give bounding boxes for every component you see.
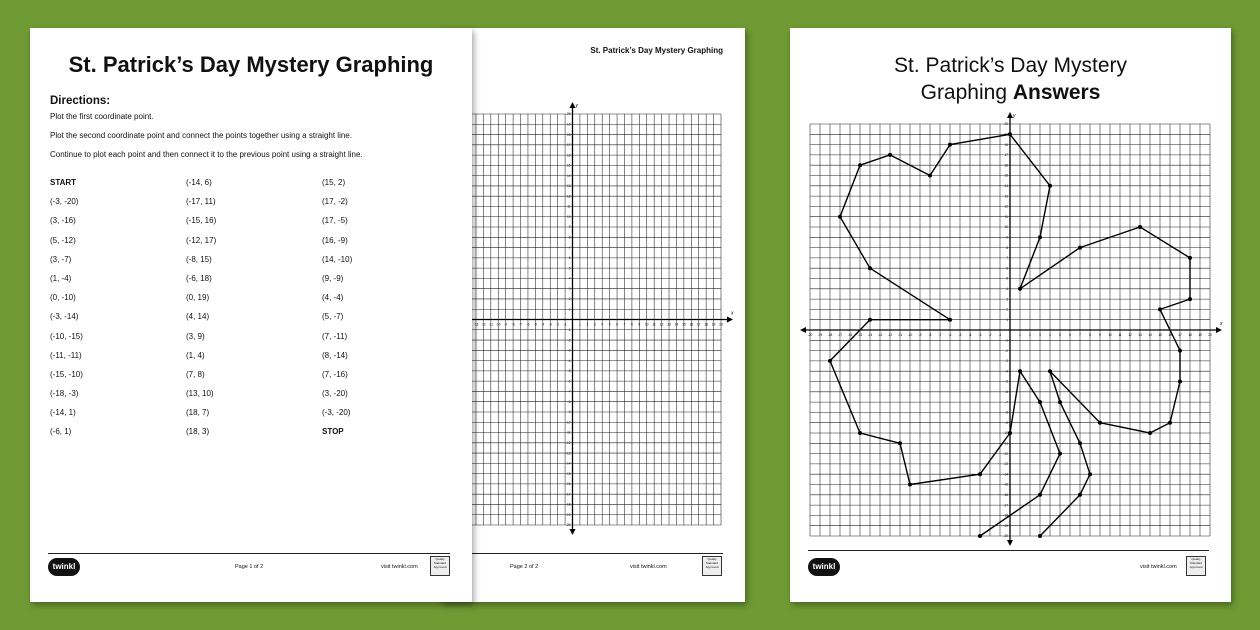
x-tick-label: 3 <box>593 322 596 327</box>
direction-line: Plot the second coordinate point and connect the points together using a straight line. <box>50 131 352 140</box>
answers-title-bold: Answers <box>1012 81 1101 104</box>
coordinate-entry: (-11, -11) <box>50 350 82 360</box>
y-tick-label: -13 <box>1003 462 1008 467</box>
x-tick-label: 9 <box>638 322 641 327</box>
answer-chart <box>790 28 1231 602</box>
y-tick-label: -9 <box>567 410 571 415</box>
data-point <box>1018 287 1022 291</box>
x-tick-label: -1 <box>998 333 1002 337</box>
coordinate-column-2 <box>186 178 216 447</box>
x-axis-label: x <box>1220 321 1223 327</box>
x-tick-label: -9 <box>918 333 922 337</box>
y-axis-arrow-icon <box>1007 540 1013 546</box>
x-tick-label: 11 <box>1118 333 1122 337</box>
data-point <box>1078 246 1082 250</box>
y-tick-label: -8 <box>567 399 571 404</box>
x-tick-label: 2 <box>586 322 589 327</box>
data-point <box>1178 380 1182 384</box>
data-point <box>1188 297 1192 301</box>
coordinate-entry: (-6, 18) <box>186 273 212 283</box>
x-tick-label: 15 <box>1158 333 1162 337</box>
y-tick-label: -17 <box>565 492 571 497</box>
coordinate-entry: (7, -11) <box>322 331 348 341</box>
y-tick-label: 13 <box>1004 194 1008 199</box>
y-tick-label: 5 <box>568 266 571 271</box>
data-point <box>1038 235 1042 239</box>
x-tick-label: 8 <box>1089 333 1091 337</box>
x-tick-label: 16 <box>1168 333 1172 337</box>
x-tick-label: -14 <box>867 333 873 337</box>
coordinate-entry: (-15, 16) <box>186 216 217 226</box>
data-point <box>1138 225 1142 229</box>
x-tick-label: 9 <box>1099 333 1101 337</box>
data-point <box>948 143 952 147</box>
data-point <box>1078 441 1082 445</box>
y-tick-label: 14 <box>566 173 571 178</box>
y-tick-label: -1 <box>1005 338 1008 343</box>
x-tick-label: -19 <box>817 333 823 337</box>
y-tick-label: 2 <box>1006 307 1008 312</box>
page2-footer-page: Page 2 of 2 <box>510 564 539 570</box>
coordinate-entry: (3, -20) <box>322 389 348 399</box>
x-tick-label: -15 <box>857 333 863 337</box>
y-tick-label: -8 <box>1005 410 1008 415</box>
data-point <box>898 441 902 445</box>
x-tick-label: -2 <box>988 333 992 337</box>
data-point <box>858 163 862 167</box>
footer-rule <box>470 553 723 554</box>
data-point <box>868 266 872 270</box>
data-point <box>828 359 832 363</box>
y-tick-label: -7 <box>1005 400 1008 405</box>
x-tick-label: -13 <box>877 333 883 337</box>
x-tick-label: -7 <box>519 322 522 327</box>
coordinate-entry: (15, 2) <box>322 178 346 187</box>
data-point <box>1088 472 1092 476</box>
data-point <box>1048 369 1052 373</box>
x-tick-label: -6 <box>948 333 952 337</box>
x-tick-label: -8 <box>511 322 515 327</box>
coordinate-entry: (18, 3) <box>186 427 210 437</box>
twinkl-logo-icon: twinkl <box>48 558 80 576</box>
coordinate-entry: (-14, 1) <box>50 408 76 418</box>
x-tick-label: -3 <box>978 333 982 337</box>
twinkl-logo-icon: twinkl <box>808 558 840 576</box>
coordinate-entry: (7, -16) <box>322 369 348 379</box>
coordinate-entry: (4, 14) <box>186 312 210 322</box>
data-point <box>908 483 912 487</box>
y-tick-label: 9 <box>568 225 571 230</box>
y-tick-label: -16 <box>565 482 571 487</box>
data-point <box>838 215 842 219</box>
y-tick-label: -2 <box>567 338 571 343</box>
x-tick-label: -16 <box>847 333 853 337</box>
y-tick-label: 7 <box>1006 256 1008 261</box>
x-tick-label: 13 <box>1138 333 1142 337</box>
y-tick-label: -1 <box>567 327 571 332</box>
x-tick-label: 18 <box>1188 333 1192 337</box>
x-tick-label: 1 <box>1019 333 1021 337</box>
y-tick-label: 3 <box>568 286 571 291</box>
y-tick-label: -2 <box>1005 348 1008 353</box>
page1-footer-page: Page 1 of 2 <box>235 564 264 570</box>
x-tick-label: 20 <box>1208 333 1212 337</box>
coordinate-entry: (-3, -20) <box>50 197 79 207</box>
coordinate-entry: STOP <box>322 427 344 437</box>
quality-badge-icon: Quality Standard Approved <box>702 556 722 576</box>
y-tick-label: 3 <box>1006 297 1008 302</box>
answers-page <box>790 28 1231 602</box>
page1-footer-site: visit twinkl.com <box>381 564 418 570</box>
coordinate-entry: (-18, -3) <box>50 389 79 399</box>
direction-line: Continue to plot each point and then connect it to the previous point using a straight line. <box>50 150 363 159</box>
x-tick-label: 16 <box>689 322 694 327</box>
coordinate-entry: (5, -12) <box>50 235 76 245</box>
x-tick-label: 12 <box>659 322 664 327</box>
data-point <box>928 174 932 178</box>
y-tick-label: -18 <box>1003 513 1008 518</box>
y-tick-label: 20 <box>1004 122 1008 127</box>
coordinate-entry: (8, -14) <box>322 350 348 360</box>
y-tick-label: -14 <box>1003 472 1008 477</box>
x-tick-label: 11 <box>652 322 656 327</box>
data-point <box>1058 452 1062 456</box>
coordinate-entry: (0, -10) <box>50 293 76 303</box>
y-tick-label: -12 <box>565 441 571 445</box>
data-point <box>1008 431 1012 435</box>
x-tick-label: -20 <box>807 333 813 337</box>
y-tick-label: -5 <box>567 369 571 374</box>
directions-heading: Directions: <box>50 95 111 107</box>
data-point <box>888 153 892 157</box>
data-point <box>1018 369 1022 373</box>
x-tick-label: 1 <box>579 322 581 327</box>
data-point <box>1098 421 1102 425</box>
x-tick-label: 15 <box>682 322 686 327</box>
coordinate-entry: (18, 7) <box>186 408 210 418</box>
footer-rule <box>48 553 450 554</box>
direction-line: Plot the first coordinate point. <box>50 112 154 121</box>
y-tick-label: -6 <box>567 379 571 384</box>
page2-header: St. Patrick’s Day Mystery Graphing <box>590 46 723 55</box>
x-tick-label: -6 <box>526 322 530 327</box>
y-axis-arrow-icon <box>570 529 576 535</box>
y-tick-label: 18 <box>1004 142 1008 147</box>
coordinate-entry: (-12, 17) <box>186 235 217 245</box>
y-tick-label: 19 <box>1004 132 1008 137</box>
y-tick-label: 9 <box>1006 235 1008 240</box>
y-tick-label: -15 <box>565 471 571 476</box>
y-tick-label: 2 <box>568 297 571 302</box>
y-tick-label: 4 <box>568 276 571 281</box>
coordinate-entry: (16, -9) <box>322 235 348 245</box>
y-tick-label: 10 <box>1004 225 1008 230</box>
x-axis-arrow-icon <box>800 327 806 333</box>
data-point <box>868 318 872 322</box>
coordinate-entry: (1, 4) <box>186 350 205 360</box>
x-tick-label: 7 <box>1079 333 1081 337</box>
x-tick-label: -13 <box>473 322 479 327</box>
answers-title-line1: St. Patrick’s Day Mystery <box>894 54 1127 77</box>
data-point <box>1168 421 1172 425</box>
data-point <box>1008 132 1012 136</box>
data-point <box>948 318 952 322</box>
data-point <box>1038 400 1042 404</box>
data-point <box>1058 400 1062 404</box>
x-tick-label: 2 <box>1029 333 1031 337</box>
quality-badge-icon: Quality Standard Approved <box>430 556 450 576</box>
x-tick-label: -10 <box>907 333 913 337</box>
x-axis-label: x <box>731 310 734 317</box>
x-tick-label: -17 <box>837 333 843 337</box>
x-tick-label: -11 <box>897 333 903 337</box>
x-tick-label: 14 <box>674 322 679 327</box>
y-tick-label: -19 <box>1003 523 1008 528</box>
data-point <box>1188 256 1192 260</box>
data-point <box>1078 493 1082 497</box>
x-axis-arrow-icon <box>727 317 733 323</box>
coordinate-entry: (3, 9) <box>186 331 205 341</box>
x-tick-label: 18 <box>704 322 708 327</box>
x-tick-label: -2 <box>556 322 560 327</box>
y-tick-label: 18 <box>566 132 571 137</box>
data-point <box>978 472 982 476</box>
x-tick-label: 6 <box>1069 333 1071 337</box>
y-tick-label: -13 <box>565 451 571 456</box>
y-tick-label: -14 <box>565 461 571 466</box>
data-point <box>1178 349 1182 353</box>
y-tick-label: 19 <box>566 122 571 127</box>
x-tick-label: 6 <box>616 322 618 327</box>
y-tick-label: 17 <box>1004 153 1008 158</box>
coordinate-entry: (-10, -15) <box>50 331 83 341</box>
y-tick-label: -16 <box>1003 493 1008 497</box>
coordinate-entry: (4, -4) <box>322 293 344 303</box>
x-tick-label: -8 <box>928 333 932 337</box>
y-tick-label: -4 <box>1005 369 1008 374</box>
coordinate-entry: START <box>50 178 77 187</box>
x-tick-label: 20 <box>719 322 723 327</box>
page-title: St. Patrick’s Day Mystery Graphing <box>68 52 434 77</box>
coordinate-entry: (-8, 15) <box>186 254 212 264</box>
coordinate-column-1 <box>50 178 83 447</box>
x-tick-label: 3 <box>1039 333 1041 337</box>
data-point <box>858 431 862 435</box>
data-point <box>1038 493 1042 497</box>
coordinate-entry: (1, -4) <box>50 273 72 283</box>
worksheet-page-2 <box>440 28 745 602</box>
quality-badge-icon: Quality Standard Approved <box>1186 556 1206 576</box>
y-tick-label: 6 <box>1006 266 1008 271</box>
data-point <box>1148 431 1152 435</box>
page2-footer-site: visit twinkl.com <box>630 564 667 570</box>
x-tick-label: 4 <box>601 322 604 327</box>
coordinate-entry: (-3, -14) <box>50 312 79 322</box>
y-tick-label: 1 <box>568 307 571 312</box>
y-tick-label: 12 <box>566 194 571 199</box>
coordinate-entry: (9, -9) <box>322 273 344 283</box>
x-tick-label: -9 <box>504 322 508 327</box>
y-tick-label: 11 <box>567 204 571 209</box>
x-tick-label: -5 <box>958 333 962 337</box>
x-tick-label: 13 <box>667 322 671 327</box>
worksheet-page-1 <box>30 28 472 602</box>
y-tick-label: 17 <box>566 143 571 148</box>
coordinate-entry: (7, 8) <box>186 369 205 379</box>
coordinate-entry: (3, -7) <box>50 254 72 264</box>
x-tick-label: 12 <box>1128 333 1132 337</box>
coordinate-entry: (17, -5) <box>322 216 348 226</box>
coordinate-column-3 <box>322 178 352 447</box>
x-axis-arrow-icon <box>1216 327 1222 333</box>
y-tick-label: 1 <box>1006 317 1008 322</box>
y-tick-label: 16 <box>566 153 571 158</box>
data-point <box>978 534 982 538</box>
x-tick-label: 17 <box>1178 333 1182 337</box>
y-tick-label: 8 <box>1006 245 1008 250</box>
y-tick-label: 15 <box>566 163 571 168</box>
x-tick-label: 7 <box>623 322 626 327</box>
coordinate-entry: (-14, 6) <box>186 178 212 187</box>
y-tick-label: 13 <box>566 184 571 189</box>
x-tick-label: 14 <box>1148 333 1152 337</box>
y-tick-label: 14 <box>1004 184 1008 188</box>
y-tick-label: -10 <box>1003 431 1008 436</box>
y-tick-label: -19 <box>565 512 571 517</box>
y-tick-label: 16 <box>1004 163 1008 168</box>
coordinate-entry: (-3, -20) <box>322 408 351 418</box>
y-tick-label: 10 <box>566 214 571 219</box>
y-tick-label: 4 <box>1006 287 1008 291</box>
coordinate-entry: (3, -16) <box>50 216 76 226</box>
x-tick-label: 8 <box>631 322 633 327</box>
y-tick-label: -3 <box>567 348 571 353</box>
answers-title-plain: Graphing <box>920 81 1007 104</box>
y-tick-label: -4 <box>567 358 571 363</box>
y-tick-label: 12 <box>1004 204 1008 209</box>
data-point <box>1158 307 1162 311</box>
coordinate-entry: (14, -10) <box>322 254 353 264</box>
x-tick-label: -4 <box>541 322 545 327</box>
x-tick-label: -1 <box>563 322 567 327</box>
y-tick-label: -17 <box>1003 503 1008 508</box>
y-tick-label: 20 <box>566 112 571 117</box>
y-tick-label: -3 <box>1005 359 1008 364</box>
y-tick-label: -20 <box>1003 534 1008 539</box>
x-tick-label: 5 <box>608 322 611 327</box>
x-tick-label: -3 <box>548 322 552 327</box>
x-tick-label: 10 <box>1108 333 1112 337</box>
coordinate-entry: (-6, 1) <box>50 427 72 437</box>
y-tick-label: -15 <box>1003 482 1008 487</box>
x-tick-label: -11 <box>488 322 494 327</box>
y-tick-label: -6 <box>1005 390 1008 394</box>
y-tick-label: -9 <box>1005 420 1008 425</box>
y-tick-label: 11 <box>1004 214 1008 219</box>
y-tick-label: 6 <box>568 256 571 261</box>
x-tick-label: 5 <box>1059 333 1061 337</box>
x-tick-label: 19 <box>711 322 716 327</box>
y-axis-label: y <box>575 103 578 109</box>
y-tick-label: -5 <box>1005 379 1008 384</box>
y-tick-label: -18 <box>565 502 571 507</box>
coordinate-entry: (13, 10) <box>186 389 214 399</box>
page3-footer-site: visit twinkl.com <box>1140 564 1177 570</box>
x-tick-label: -7 <box>938 333 942 337</box>
y-tick-label: 5 <box>1006 276 1008 281</box>
y-tick-label: 8 <box>568 235 571 240</box>
y-tick-label: 7 <box>568 245 571 250</box>
y-tick-label: -7 <box>567 389 571 394</box>
x-tick-label: 19 <box>1198 333 1202 337</box>
x-tick-label: -12 <box>481 322 486 327</box>
x-tick-label: 10 <box>644 322 649 327</box>
coordinate-entry: (17, -2) <box>322 197 348 207</box>
y-tick-label: -11 <box>1003 441 1008 446</box>
coordinate-entry: (-15, -10) <box>50 369 83 379</box>
y-tick-label: 15 <box>1004 173 1008 178</box>
x-tick-label: -5 <box>533 322 537 327</box>
x-tick-label: -18 <box>827 333 833 337</box>
x-tick-label: 17 <box>696 322 701 327</box>
y-axis-label: y <box>1013 113 1016 119</box>
coordinate-entry: (0, 19) <box>186 293 210 303</box>
y-tick-label: -20 <box>565 523 571 528</box>
x-tick-label: -10 <box>495 322 501 327</box>
coordinate-entry: (-17, 11) <box>186 197 216 207</box>
blank-coordinate-grid <box>440 28 745 602</box>
y-tick-label: -12 <box>1003 451 1008 456</box>
y-tick-label: -11 <box>566 430 571 435</box>
x-tick-label: 4 <box>1049 333 1051 337</box>
x-tick-label: -12 <box>887 333 893 337</box>
data-point <box>1048 184 1052 188</box>
data-point <box>1038 534 1042 538</box>
coordinate-entry: (5, -7) <box>322 312 344 322</box>
footer-rule <box>808 550 1209 551</box>
x-tick-label: -4 <box>968 333 972 337</box>
y-tick-label: -10 <box>565 420 571 425</box>
